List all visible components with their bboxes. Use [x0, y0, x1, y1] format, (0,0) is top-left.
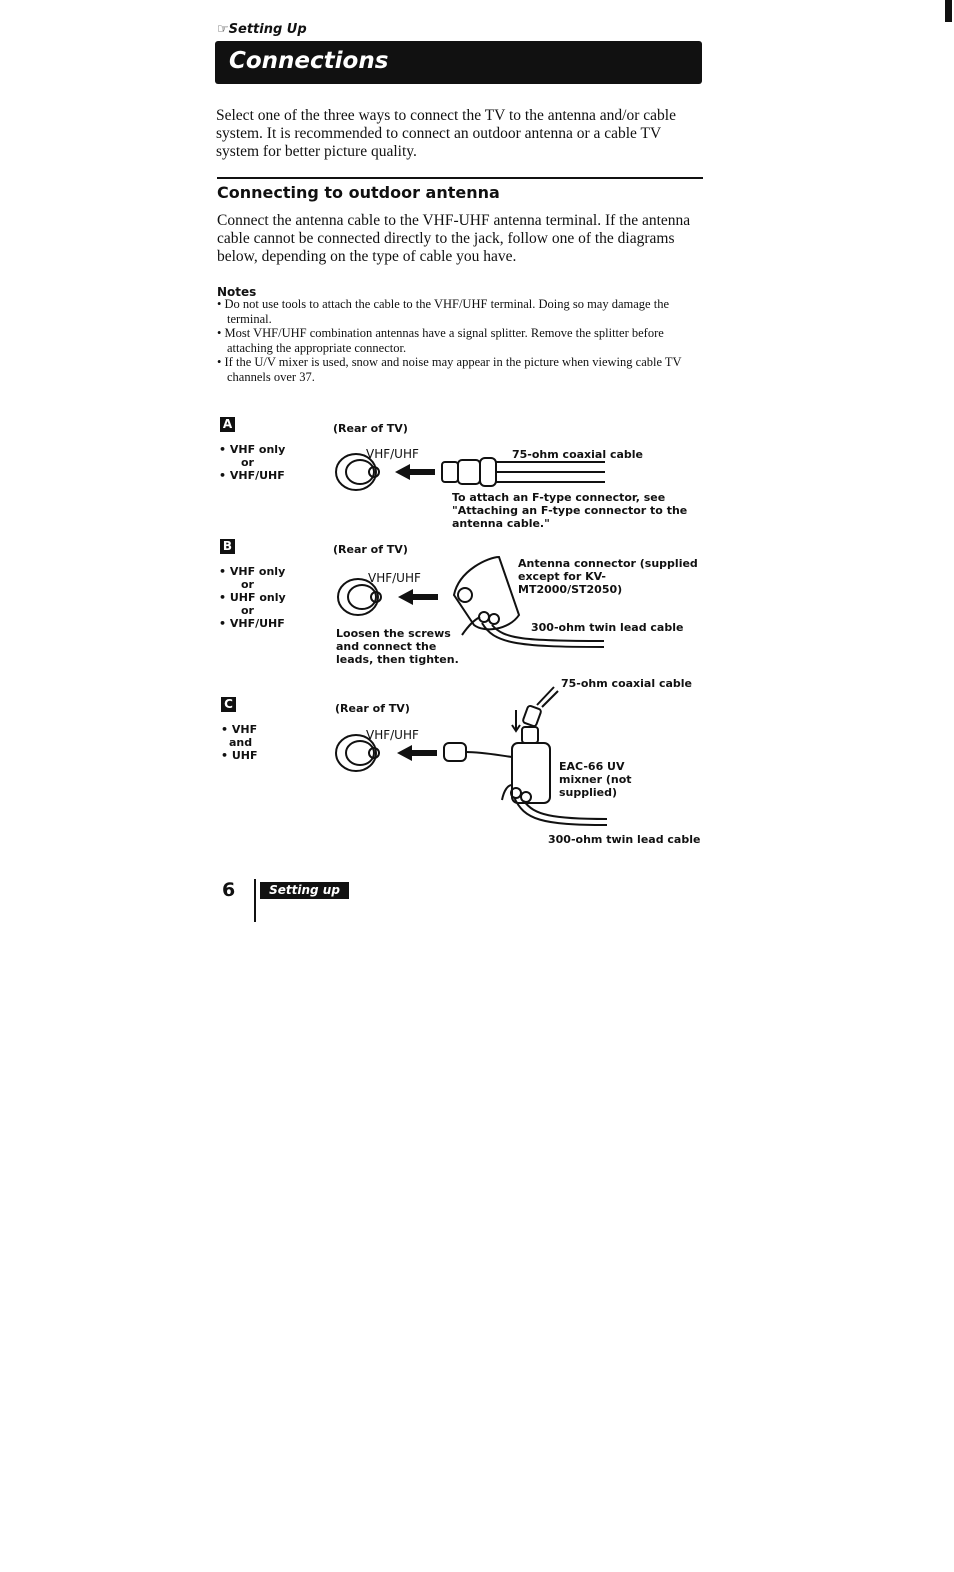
diagram-c-letter: C [221, 697, 236, 712]
note-item: • If the U/V mixer is used, snow and noise may appear in the picture when viewing cable TV channels over 37. [217, 355, 682, 384]
section-paragraph: Connect the antenna cable to the VHF-UHF antenna terminal. If the antenna cable cannot be connected directly to the jack, follow one of the diagrams below, depending on the type of cable you have. [217, 212, 691, 265]
diagram-c-mixer-label: EAC-66 UV mixner (not supplied) [559, 760, 632, 799]
diagram-c-twin-label: 300-ohm twin lead cable [548, 833, 701, 846]
option-label: • VHF/UHF [219, 469, 285, 482]
diagram-c-coax-label: 75-ohm coaxial cable [561, 677, 692, 690]
diagram-a-letter: A [220, 417, 235, 432]
note-text: Do not use tools to attach the cable to the VHF/UHF terminal. Doing so may damage the terminal. [224, 297, 669, 326]
diagram-a-cable-label: 75-ohm coaxial cable [512, 448, 643, 461]
breadcrumb-label: Setting Up [228, 22, 307, 37]
hand-pointer-icon: ☞ [217, 22, 229, 37]
diagram-a-terminal-label: VHF/UHF [366, 447, 419, 461]
section-heading: Connecting to outdoor antenna [217, 183, 500, 202]
diagram-a-drawing [330, 448, 610, 498]
page-title: Connections [229, 48, 389, 74]
diagram-b-cable-label: 300-ohm twin lead cable [531, 621, 684, 634]
arrow-left-icon [398, 589, 438, 605]
twin-lead-cable-icon [502, 785, 607, 825]
diagram-c-terminal-label: VHF/UHF [366, 728, 419, 742]
diagram-a-rear-label: (Rear of TV) [333, 422, 408, 435]
page-number: 6 [222, 879, 236, 901]
diagram-b-letter: B [220, 539, 235, 554]
title-bar [215, 41, 702, 84]
option-label: • VHF only [219, 565, 286, 578]
diagram-c-options [221, 723, 258, 762]
diagram-b-rear-label: (Rear of TV) [333, 543, 408, 556]
diagram-c-rear-label: (Rear of TV) [335, 702, 410, 715]
coaxial-plug-icon [512, 687, 558, 731]
arrow-left-icon [397, 745, 437, 761]
note-item: • Most VHF/UHF combination antennas have a signal splitter. Remove the splitter before attaching the appropriate connector. [217, 326, 664, 355]
option-label: and [229, 736, 253, 749]
intro-paragraph: Select one of the three ways to connect the TV to the antenna and/or cable system. It is recommended to connect an outdoor antenna or a cable TV system for better picture quality. [216, 107, 676, 160]
diagram-b-instruction: Loosen the screws and connect the leads, then tighten. [336, 627, 459, 666]
option-label: • VHF [221, 723, 258, 736]
diagram-b-connector-label: Antenna connector (supplied except for KV-MT2000/ST2050) [518, 557, 698, 596]
note-item: • Do not use tools to attach the cable to the VHF/UHF terminal. Doing so may damage the terminal. [217, 297, 669, 326]
diagram-b-options [219, 565, 286, 630]
diagram-c-drawing [332, 685, 612, 835]
diagram-b-drawing [334, 555, 614, 660]
option-label: or [241, 456, 254, 469]
tv-terminal-icon [336, 735, 379, 771]
arrow-left-icon [395, 464, 435, 480]
note-text: Most VHF/UHF combination antennas have a signal splitter. Remove the splitter before attaching the appropriate connector. [224, 326, 664, 355]
option-label: or [241, 604, 254, 617]
option-label: • VHF only [219, 443, 286, 456]
notes-heading: Notes [217, 285, 257, 299]
notes-list [217, 297, 703, 384]
footer-divider [254, 879, 256, 922]
option-label: • VHF/UHF [219, 617, 285, 630]
uv-mixer-icon [444, 727, 550, 803]
tv-terminal-icon [336, 454, 379, 490]
diagram-a-note: To attach an F-type connector, see "Attaching an F-type connector to the antenna cable." [452, 491, 688, 530]
option-label: • UHF [221, 749, 258, 762]
coaxial-connector-icon [442, 458, 605, 486]
option-label: or [241, 578, 254, 591]
page-edge-mark [945, 0, 952, 22]
diagram-b-terminal-label: VHF/UHF [368, 571, 421, 585]
note-text: If the U/V mixer is used, snow and noise may appear in the picture when viewing cable TV channels over 37. [224, 355, 682, 384]
antenna-connector-icon [454, 557, 519, 629]
section-divider [217, 177, 703, 179]
tv-terminal-icon [338, 579, 381, 615]
footer-section-tab: Setting up [260, 882, 349, 899]
diagram-a-options [219, 443, 285, 482]
breadcrumb [217, 22, 307, 37]
option-label: • UHF only [219, 591, 286, 604]
